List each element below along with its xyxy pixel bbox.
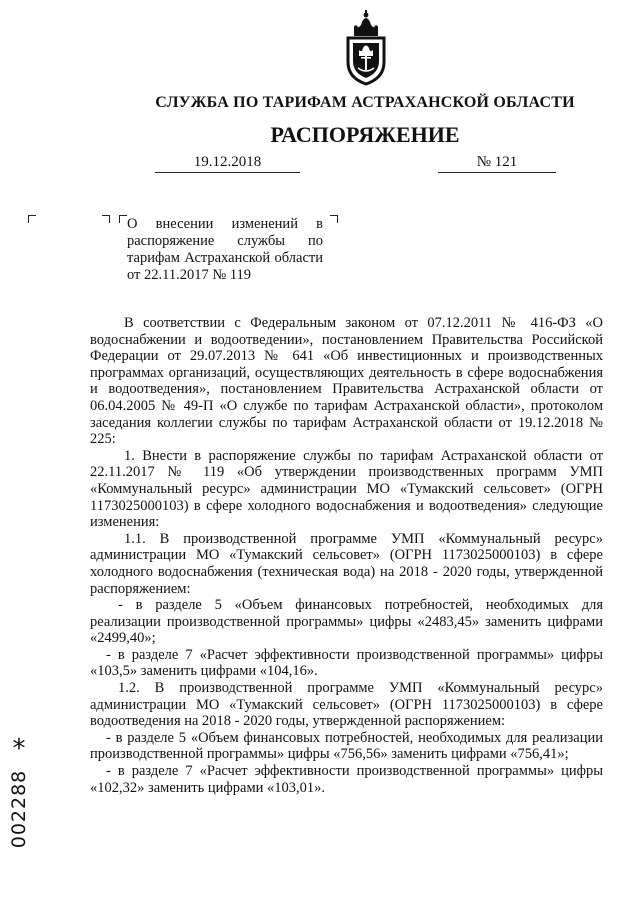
body-paragraph: - в разделе 5 «Объем финансовых потребностей, необходимых для реализации производственной программы» цифры «2483,45» заменить цифрами «2499,40»; bbox=[90, 597, 603, 647]
body-paragraph: 1.2. В производственной программе УМП «Коммунальный ресурс» администрации МО «Тумакский сельсовет» (ОГРН 1173025000103) в сфере водоотведения на 2018 - 2020 годы, утвержденной распоряжением: bbox=[90, 680, 603, 730]
body-paragraph: 1.1. В производственной программе УМП «Коммунальный ресурс» администрации МО «Тумакский сельсовет» (ОГРН 1173025000103) в сфере холодного водоснабжения (техническая вода) на 2018 - 2020 годы, утвержденной распоряжением: bbox=[90, 530, 603, 597]
stamp-number: 002288 bbox=[8, 769, 30, 849]
body-paragraph: - в разделе 7 «Расчет эффективности производственной программы» цифры «102,32» заменить цифрами «103,01». bbox=[90, 763, 603, 796]
margin-corner-mark bbox=[28, 215, 36, 223]
body-paragraph: 1. Внести в распоряжение службы по тарифам Астраханской области от 22.11.2017 № 119 «Об утверждении производственных программ УМП «Коммунальный ресурс» администрации МО «Тумакский сельсовет» (ОГРН 1173025000103) в сфере холодного водоснабжения и водоотведения» следующие изменения: bbox=[90, 447, 603, 531]
margin-corner-mark bbox=[102, 215, 110, 223]
document-subject: О внесении изменений в распоряжение службы по тарифам Астраханской области от 22.11.2017 № 119 bbox=[127, 216, 323, 283]
document-body bbox=[90, 315, 603, 796]
document-date: 19.12.2018 bbox=[155, 154, 300, 173]
subject-corner-mark bbox=[119, 215, 127, 223]
body-paragraph: В соответствии с Федеральным законом от 07.12.2011 № 416-ФЗ «О водоснабжении и водоотведении», постановлением Правительства Российской Федерации от 29.07.2013 № 641 «Об инвестиционных и производственных программах организаций, осуществляющих деятельность в сфере водоснабжения и водоотведения», постановлением Правительства Астраханской области от 06.04.2005 № 49-П «О службе по тарифам Астраханской области», протоколом заседания коллегии службы по тарифам Астраханской области от 19.12.2018 № 225: bbox=[90, 315, 603, 448]
registration-stamp bbox=[4, 734, 34, 849]
body-paragraph: - в разделе 7 «Расчет эффективности производственной программы» цифры «103,5» заменить цифрами «104,16». bbox=[90, 646, 603, 680]
document-number: № 121 bbox=[438, 154, 556, 173]
document-type-title: РАСПОРЯЖЕНИЕ bbox=[270, 122, 460, 147]
subject-corner-mark bbox=[330, 215, 338, 223]
organization-name: СЛУЖБА ПО ТАРИФАМ АСТРАХАНСКОЙ ОБЛАСТИ bbox=[155, 94, 575, 111]
body-paragraph: - в разделе 5 «Объем финансовых потребностей, необходимых для реализации производственной программы» цифры «756,56» заменить цифрами «756,41»; bbox=[90, 729, 603, 763]
coat-of-arms-icon bbox=[338, 10, 394, 86]
stamp-mark: * bbox=[12, 734, 26, 764]
